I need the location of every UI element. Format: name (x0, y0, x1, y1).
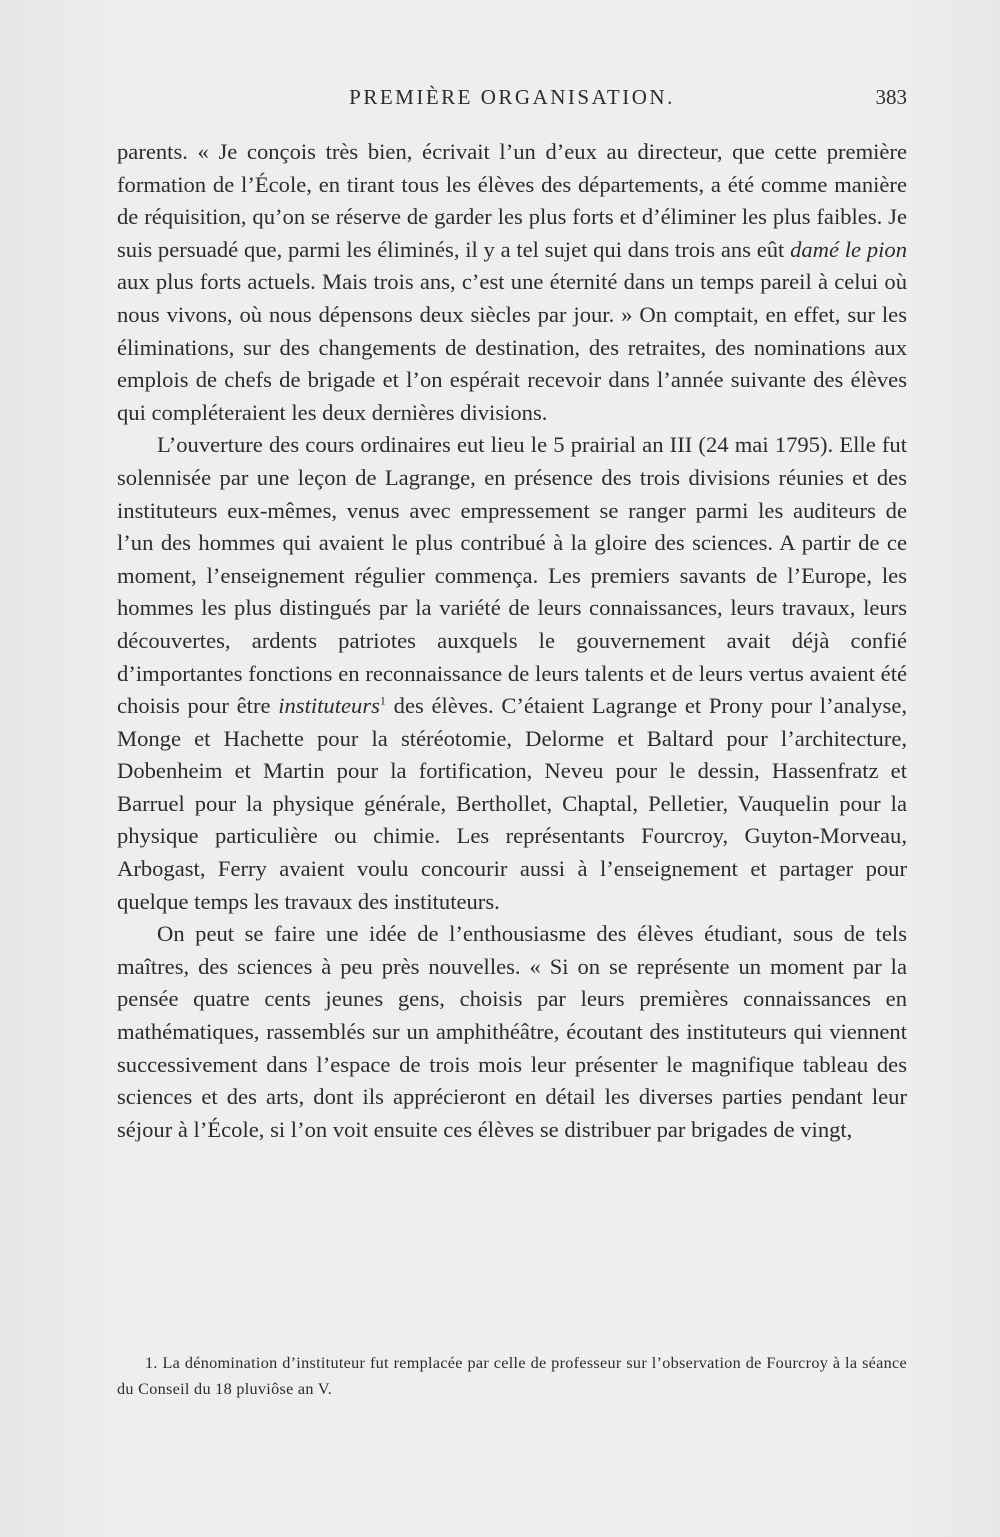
paragraph-1-text-a: parents. « Je conçois très bien, écrivait l’un d’eux au directeur, que cette première formation de l’École, en tirant tous les élèves des départements, a été comme manière de réquisition, qu’on se réserve de garder les plus forts et d’éliminer les plus faibles. Je suis persuadé que, parmi les éliminés, il y a tel sujet qui dans trois ans eût (117, 139, 907, 262)
paragraph-2-text-a: L’ouverture des cours ordinaires eut lieu le 5 prairial an III (24 mai 1795). Elle fut solennisée par une leçon de Lagrange, en présence des trois divisions réunies et des instituteurs eux-mêmes, venus avec empressement se ranger parmi les auditeurs de l’un des hommes qui avaient le plus contribué à la gloire des sciences. A partir de ce moment, l’enseignement régulier commença. Les premiers savants de l’Europe, les hommes les plus distingués par la variété de leurs connaissances, leurs travaux, leurs découvertes, ardents patriotes auxquels le gouvernement avait déjà confié d’importantes fonctions en reconnaissance de leurs talents et de leurs vertus avaient été choisis pour être (117, 432, 907, 719)
paragraph-2-italic-word: instituteurs (278, 693, 380, 719)
footnote-reference: 1 (379, 693, 386, 708)
footnote-text: 1. La dénomination d’instituteur fut remplacée par celle de professeur sur l’observation de Fourcroy à la séance du Conseil du 18 pluviôse an V. (117, 1354, 907, 1398)
running-title: PREMIÈRE ORGANISATION. (349, 85, 675, 109)
page-number: 383 (875, 85, 907, 109)
footnote-area (117, 1350, 907, 1402)
body-text (117, 136, 907, 1146)
paragraph-1 (117, 136, 907, 429)
paragraph-3 (117, 918, 907, 1146)
paragraph-2 (117, 429, 907, 918)
paragraph-1-italic-phrase: damé le pion (790, 236, 907, 262)
paragraph-3-text: On peut se faire une idée de l’enthousiasme des élèves étudiant, sous de tels maîtres, des sciences à peu près nouvelles. « Si on se représente un moment par la pensée quatre cents jeunes gens, choisis par leurs premières connaissances en mathématiques, rassemblés sur un amphithéâtre, écoutant des instituteurs qui viennent successivement dans l’espace de trois mois leur présenter le magnifique tableau des sciences et des arts, dont ils apprécieront en détail les diverses parties pendant leur séjour à l’École, si l’on voit ensuite ces élèves se distribuer par brigades de vingt, (117, 921, 907, 1142)
paragraph-2-text-b: des élèves. C’étaient Lagrange et Prony pour l’analyse, Monge et Hachette pour la stéréotomie, Delorme et Baltard pour l’architecture, Dobenheim et Martin pour la fortification, Neveu pour le dessin, Hassenfratz et Barruel pour la physique générale, Berthollet, Chaptal, Pelletier, Vauquelin pour la physique particulière ou chimie. Les représentants Fourcroy, Guyton-Morveau, Arbogast, Ferry avaient voulu concourir aussi à l’enseignement et partager pour quelque temps les travaux des instituteurs. (117, 693, 907, 914)
running-head (117, 82, 907, 112)
paragraph-1-text-b: aux plus forts actuels. Mais trois ans, c’est une éternité dans un temps pareil à celui où nous vivons, où nous dépensons deux siècles par jour. » On comptait, en effet, sur les éliminations, sur des changements de destination, des retraites, des nominations aux emplois de chefs de brigade et l’on espérait recevoir dans l’année suivante des élèves qui compléteraient les deux dernières divisions. (117, 269, 907, 425)
